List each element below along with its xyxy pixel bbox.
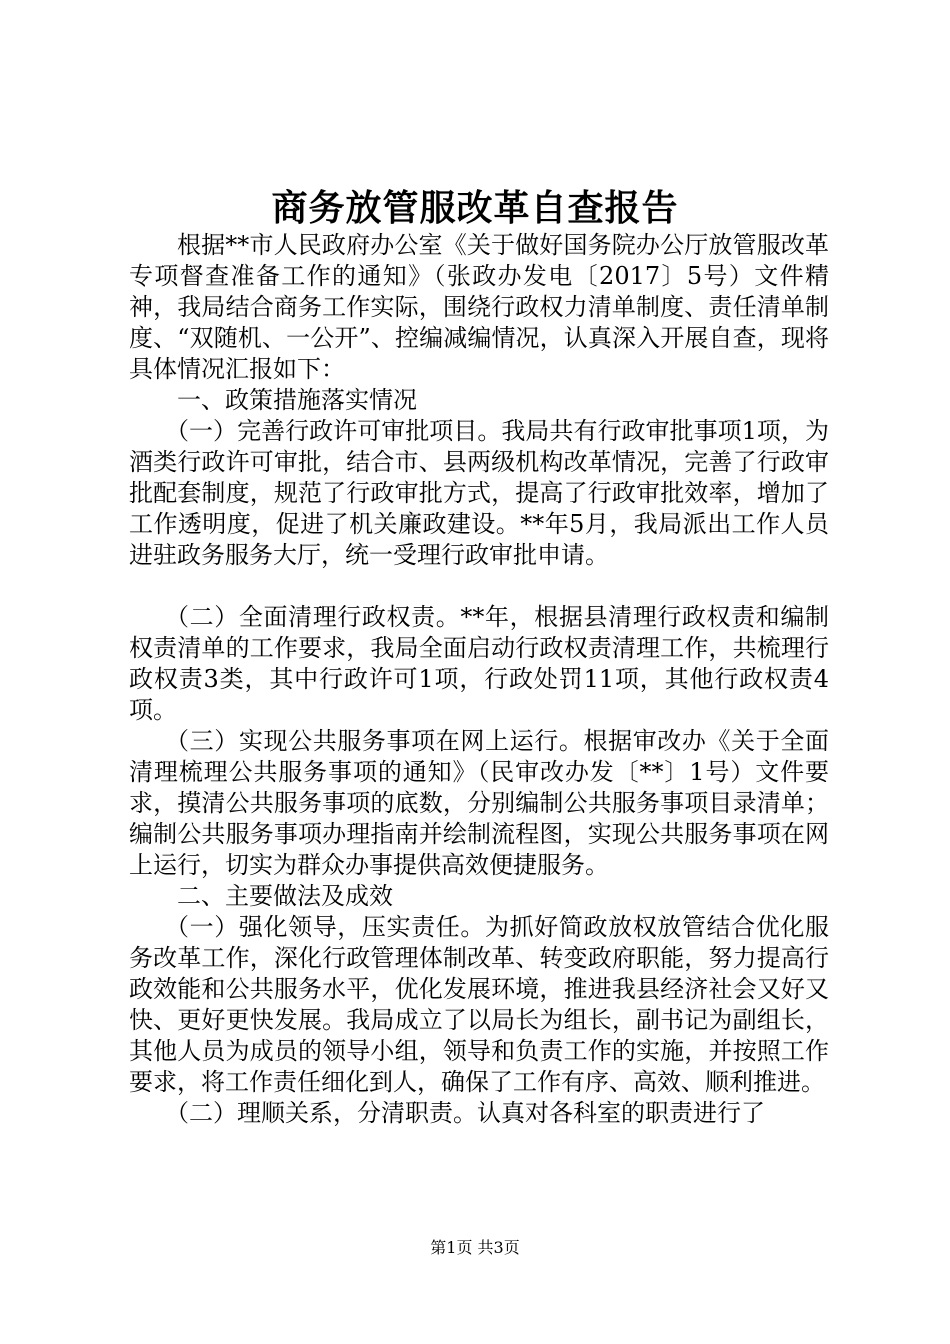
document-title: 商务放管服改革自查报告 xyxy=(271,187,679,229)
section-heading-1: 一、政策措施落实情况 xyxy=(177,386,417,414)
subsection-1-2: （二）全面清理行政权责。**年，根据县清理行政权责和编制权责清单的工作要求，我局全面启动行政权责清理工作，共梳理行政权责3类，其中行政许可1项，行政处罚11项，其他行政权责4项。 xyxy=(129,603,829,724)
subsection-2-2: （二）理顺关系，分清职责。认真对各科室的职责进行了 xyxy=(165,1099,765,1127)
subsection-1-3: （三）实现公共服务事项在网上运行。根据审改办《关于全面清理梳理公共服务事项的通知》（民审改办发〔**〕1号）文件要求，摸清公共服务事项的底数，分别编制公共服务事项目录清单；编制公共服务事项办理指南并绘制流程图，实现公共服务事项在网上运行，切实为群众办事提供高效便捷服务。 xyxy=(129,727,829,879)
page-footer: 第1页 共3页 xyxy=(430,1238,520,1257)
intro-paragraph: 根据**市人民政府办公室《关于做好国务院办公厅放管服改革专项督查准备工作的通知》（张政办发电〔2017〕5号）文件精神，我局结合商务工作实际，围绕行政权力清单制度、责任清单制度、“双随机、一公开”、控编减编情况，认真深入开展自查，现将具体情况汇报如下： xyxy=(129,231,829,383)
section-heading-2: 二、主要做法及成效 xyxy=(177,882,393,910)
subsection-1-1: （一）完善行政许可审批项目。我局共有行政审批事项1项，为酒类行政许可审批，结合市、县两级机构改革情况，完善了行政审批配套制度，规范了行政审批方式，提高了行政审批效率，增加了工作透明度，促进了机关廉政建设。**年5月，我局派出工作人员进驻政务服务大厅，统一受理行政审批申请。 xyxy=(129,417,829,569)
document-body xyxy=(129,230,829,1129)
subsection-2-1: （一）强化领导，压实责任。为抓好简政放权放管结合优化服务改革工作，深化行政管理体制改革、转变政府职能，努力提高行政效能和公共服务水平，优化发展环境，推进我县经济社会又好又快、更好更快发展。我局成立了以局长为组长，副书记为副组长，其他人员为成员的领导小组，领导和负责工作的实施，并按照工作要求，将工作责任细化到人，确保了工作有序、高效、顺利推进。 xyxy=(129,913,829,1096)
